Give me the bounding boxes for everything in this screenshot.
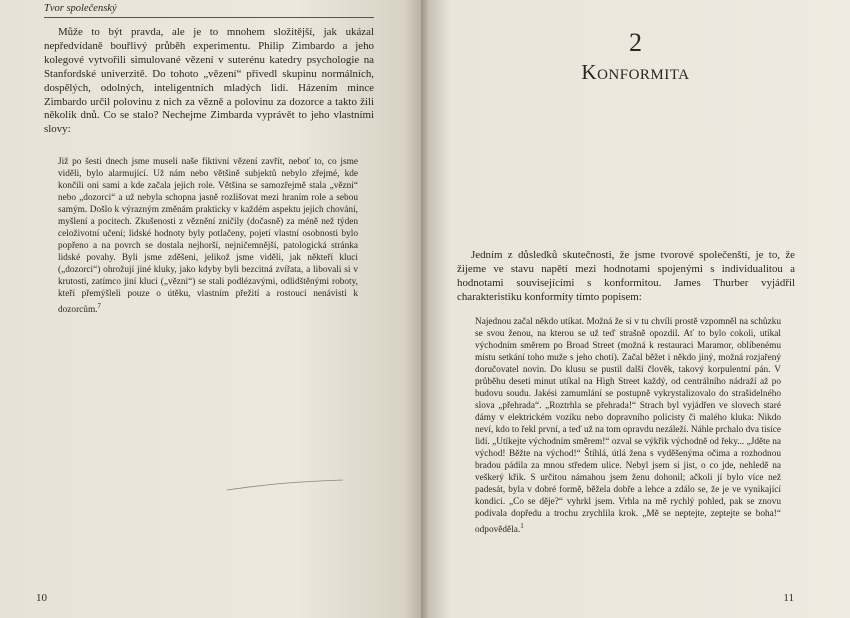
zimbardo-quote-text: Již po šesti dnech jsme museli naše fiktivní vězení zavřít, neboť to, co jsme viděli, bylo alarmující. Už nám nebo většině subjektů nebylo zřejmé, kde končili oni sami a kde začala jejich role. Většina se samozřejmě stala „vězni“ nebo „dozorci“ a už nebyla schopna jasně rozlišovat mezi hraním role a sebou samým. Došlo k výrazným změnám prakticky v každém aspektu jejich chování, myšlení a pocitech. Zkušenosti z věznění zničily (dočasně) za méně než týden celoživotní učení; lidské hodnoty byly potlačeny, pojetí vlastní osobnosti bylo popřeno a na povrch se dostala nejhorší, nejničemnější, patologická stránka lidské povahy. Byli jsme zděšeni, jelikož jsme viděli, jak někteří kluci („dozorci“) ohrožují jiné kluky, jako kdyby byli bezcitná zvířata, a libovali si v krutosti, zatímco jiní kluci („vězni“) se stali podlézavými, odlidštěnými roboty, kteří přemýšleli pouze o útěku, vlastním přežití a rostoucí nenávisti k dozorcům. bbox=[58, 157, 358, 316]
thurber-quote bbox=[475, 316, 781, 536]
left-page bbox=[0, 0, 421, 618]
chapter-title: Konformita bbox=[581, 60, 690, 84]
page-number-left: 10 bbox=[36, 592, 47, 604]
page-number-right: 11 bbox=[783, 592, 794, 604]
left-intro-paragraph bbox=[44, 26, 374, 137]
right-intro-text: Jedním z důsledků skutečnosti, že jsme tvorové společenští, je to, že žijeme ve stavu napětí mezi hodnotami spojenými s individualitou a hodnotami souvisejícími s konformitou. James Thurber vyjádřil charakteristiku konformity tímto popisem: bbox=[457, 249, 795, 303]
chapter-number: 2 bbox=[629, 28, 642, 57]
right-intro-paragraph bbox=[457, 249, 795, 305]
left-intro-text: Může to být pravda, ale je to mnohem složitější, jak ukázal nepředvídaně bouřlivý průběh experimentu. Philip Zimbardo a jeho kolegové vytvořili simulované vězení v suterénu katedry psychologie na Stanfordské univerzitě. Do tohoto „vězení“ přivedl skupinu normálních, dospělých, odolných, inteligentních mladých lidí. Házením mince Zimbardo určil polovinu z nich za vězně a polovinu za dozorce a takto žili několik dnů. Co se stalo? Nechejme Zimbarda vyprávět to jeho vlastními slovy: bbox=[44, 26, 374, 136]
running-head: Tvor společenský bbox=[44, 3, 117, 14]
zimbardo-quote bbox=[58, 156, 358, 316]
right-page bbox=[421, 0, 850, 618]
thurber-quote-text: Najednou začal někdo utíkat. Možná že si v tu chvíli prostě vzpomněl na schůzku se svou ženou, na kterou se už teď strašně opozdil. Ať to bylo cokoli, utíkal východním směrem po Broad Street (možná k restauraci Maramor, oblíbenému místu setkání toho muže s jeho chotí). Začal běžet i někdo jiný, možná rozjařený doručovatel novin. Do klusu se pustil další člověk, takový korpulentní pán. V průběhu deseti minut utíkal na High Street každý, od centrálního nádraží až po budovu soudu. Jakési zamumlání se postupně vykrystalizovalo do strašidelného slova „přehrada“. „Roztrhla se přehrada!“ Strach byl vyjádřen ve slovech staré dámy v elektrickém vozíku nebo dopravního policisty či malého kluka: Nikdo neví, kdo to řekl první, a teď už na tom opravdu nezáleží. Náhle prchalo dva tisíce lidí. „Utíkejte východním směrem!“ ozval se výkřik východně od řeky... „Jděte na východ! Běžte na východ!“ Štíhlá, útlá žena s vyděšenýma očima a rozhodnou bradou pádila za mnou středem ulice. Nebyl jsem si jist, o co jde, nehledě na veškerý křik. S určitou námahou jsem ženu dohonil; ačkoli jí bylo více než padesát, byla v dobré formě, běžela dobře a lehce a zdálo se, že je ve vynikající kondici. „Co se děje?“ vyhrkl jsem. Vrhla na mě rychlý pohled, pak se znovu podívala dopředu a trochu zrychlila krok. „Mě se neptejte, zeptejte se boha!“ odpověděla. bbox=[475, 317, 781, 536]
pencil-mark bbox=[225, 476, 345, 496]
running-head-rule bbox=[44, 17, 374, 18]
footnote-ref: 7 bbox=[97, 302, 101, 310]
footnote-ref: 1 bbox=[520, 522, 524, 530]
